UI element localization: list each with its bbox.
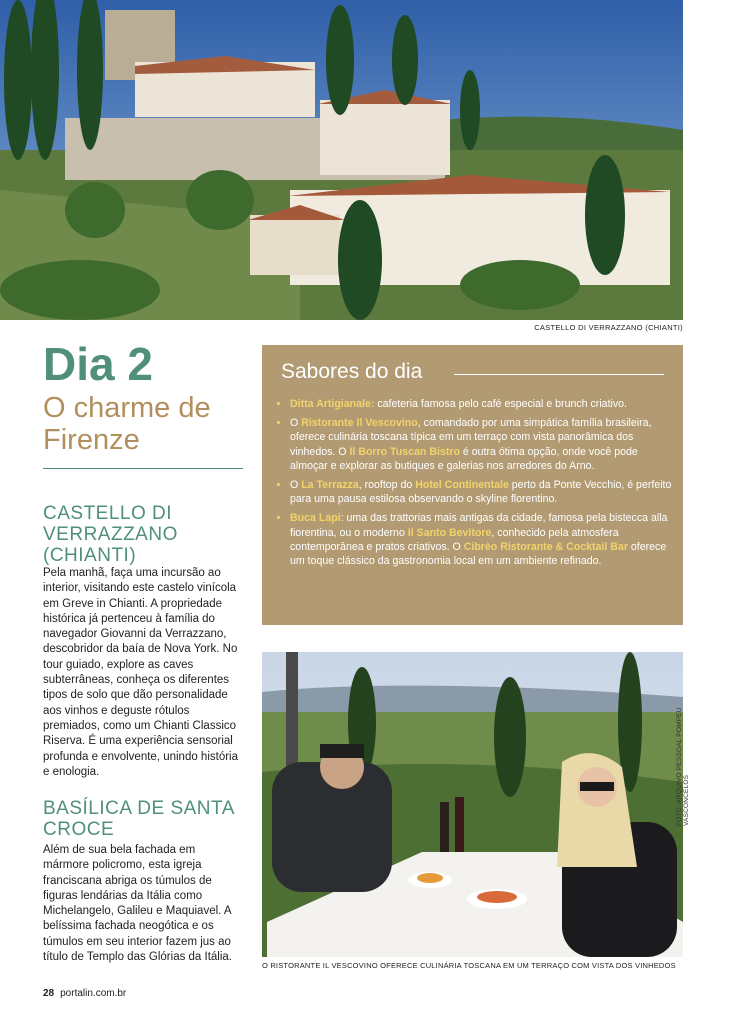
sabores-box <box>262 345 683 625</box>
site-url: portalin.com.br <box>60 988 127 999</box>
day-subtitle: O charme de Firenze <box>43 392 211 456</box>
sabores-list <box>279 397 678 573</box>
section-title-verrazzano: CASTELLO DI VERRAZZANO (CHIANTI) <box>43 503 178 566</box>
photo-caption: O RISTORANTE IL VESCOVINO OFERECE CULINÁRIA TOSCANA EM UM TERRAÇO COM VISTA DOS VINHEDOS <box>262 961 676 970</box>
divider <box>43 468 243 469</box>
section-title-santa-croce: BASÍLICA DE SANTA CROCE <box>43 798 234 840</box>
section-body-santa-croce: Além de sua bela fachada em mármore policromo, esta igreja franciscana abriga os túmulos de figuras lendárias da Itália como Michelangelo, Galileu e Maquiavel. A belíssima fachada neogótica e os túmulos em seu interior fazem jus ao título de Templo das Glórias da Itália. <box>43 844 233 964</box>
hero-caption: CASTELLO DI VERRAZZANO (CHIANTI) <box>534 323 683 332</box>
list-item: • O Ristorante Il Vescovino, comandado por uma simpática família brasileira, oferece culinária toscana típica em um terraço com vista panorâmica dos vinhedos. O Il Borro Tuscan Bistro é outra ótima opção, onde você pode almoçar e explorar as butiques e galerias nos arredores do Arno. <box>290 416 678 473</box>
page-number: 28 <box>43 988 55 999</box>
photo-credit: FOTO: ARQUIVO PESSOAL POMPEU VASCONCELOS <box>676 707 690 826</box>
page-footer <box>43 988 126 999</box>
day-title: Dia 2 <box>43 338 153 390</box>
restaurant-photo <box>262 652 683 957</box>
sabores-title: Sabores do dia <box>281 360 423 383</box>
list-item: • O La Terrazza, rooftop do Hotel Continentale perto da Ponte Vecchio, é perfeito para uma pausa estilosa observando o skyline florentino. <box>290 478 678 506</box>
hero-photo <box>0 0 683 320</box>
list-item: • Ditta Artigianale: cafeteria famosa pelo café especial e brunch criativo. <box>290 397 678 411</box>
sabores-divider <box>454 374 664 375</box>
section-body-verrazzano: Pela manhã, faça uma incursão ao interior, visitando este castelo vinícola em Greve in Chianti. A propriedade histórica já pertenceu à família do navegador Giovanni da Verrazzano, descobridor da baía de Nova York. No tour guiado, explore as caves subterrâneas, conheça os diferentes tipos de solo que dão personalidade aos vinhos e deguste rótulos premiados, como um Chianti Classico Riserva. É uma experiência sensorial profunda e envolvente, unindo história e enologia. <box>43 567 239 778</box>
list-item: • Buca Lapi: uma das trattorias mais antigas da cidade, famosa pela bistecca alla fiorentina, ou o moderno Il Santo Bevitore, conhecido pela atmosfera contemporânea e pratos criativos. O Cibrèo Ristorante & Cocktail Bar oferece um toque clássico da gastronomia local em um ambiente refinado. <box>290 511 678 568</box>
